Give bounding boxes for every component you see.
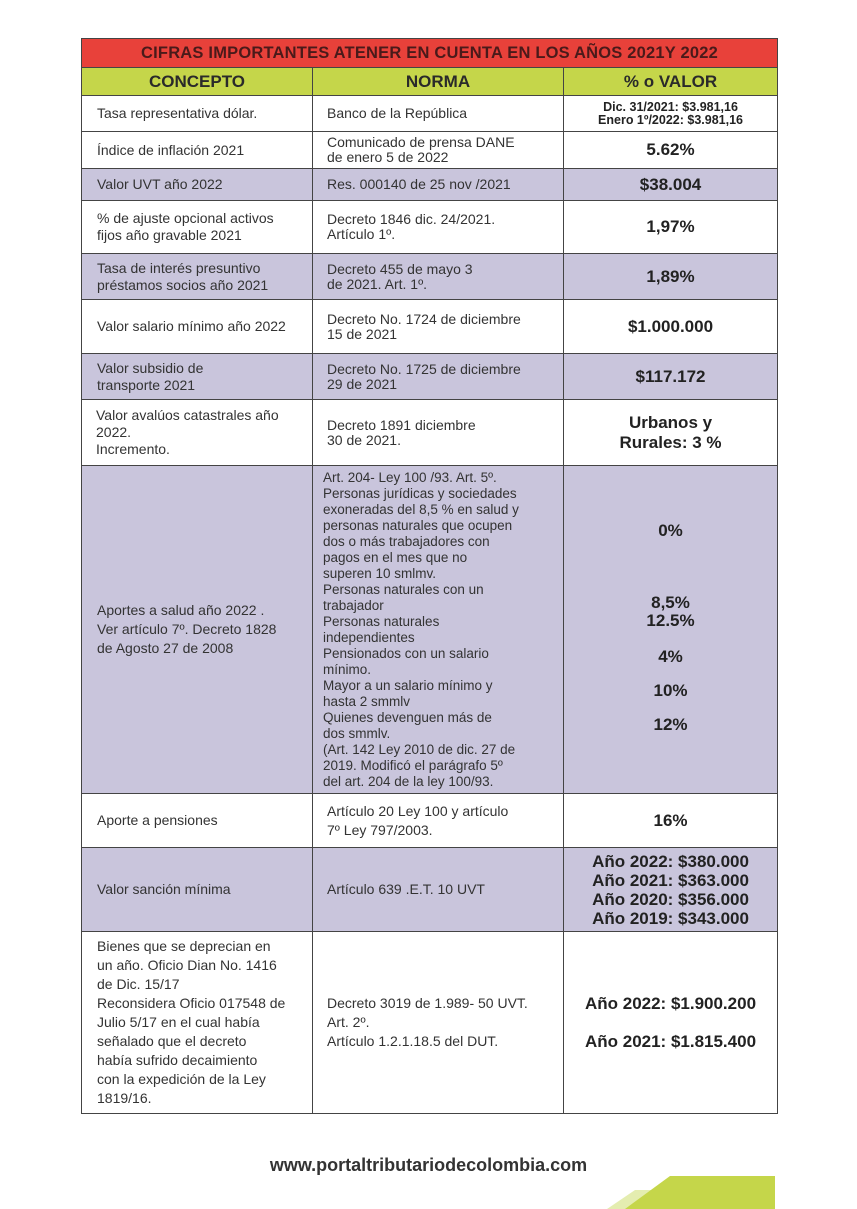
valor-cell: 0% 8,5% 12.5% 4% 10% 12% bbox=[564, 466, 778, 794]
table-row bbox=[82, 254, 778, 300]
norma-cell: Decreto 455 de mayo 3 de 2021. Art. 1º. bbox=[313, 254, 564, 300]
norma-cell: Artículo 20 Ley 100 y artículo 7º Ley 797/2003. bbox=[313, 794, 564, 848]
valor-cell: $1.000.000 bbox=[564, 300, 778, 354]
table-row bbox=[82, 400, 778, 466]
table-row bbox=[82, 848, 778, 932]
valor-cell: 1,97% bbox=[564, 201, 778, 254]
header-concepto: CONCEPTO bbox=[82, 68, 313, 96]
norma-cell: Comunicado de prensa DANE de enero 5 de 2022 bbox=[313, 132, 564, 169]
concepto-cell: Aporte a pensiones bbox=[82, 794, 313, 848]
table-row bbox=[82, 794, 778, 848]
table-title: CIFRAS IMPORTANTES ATENER EN CUENTA EN LOS AÑOS 2021Y 2022 bbox=[82, 39, 778, 68]
concepto-cell: Tasa representativa dólar. bbox=[82, 96, 313, 132]
norma-cell: Decreto 3019 de 1.989- 50 UVT. Art. 2º. Artículo 1.2.1.18.5 del DUT. bbox=[313, 932, 564, 1114]
table-row bbox=[82, 466, 778, 794]
norma-cell: Decreto No. 1725 de diciembre 29 de 2021 bbox=[313, 354, 564, 400]
concepto-cell: Valor avalúos catastrales año 2022. Incremento. bbox=[82, 400, 313, 466]
table-row bbox=[82, 201, 778, 254]
concepto-cell: Índice de inflación 2021 bbox=[82, 132, 313, 169]
concepto-cell: Valor UVT año 2022 bbox=[82, 169, 313, 201]
header-norma: NORMA bbox=[313, 68, 564, 96]
valor-cell: 1,89% bbox=[564, 254, 778, 300]
norma-cell: Artículo 639 .E.T. 10 UVT bbox=[313, 848, 564, 932]
valor-cell: $38.004 bbox=[564, 169, 778, 201]
header-valor: % o VALOR bbox=[564, 68, 778, 96]
valor-cell: Año 2022: $380.000 Año 2021: $363.000 Año 2020: $356.000 Año 2019: $343.000 bbox=[564, 848, 778, 932]
concepto-cell: Valor salario mínimo año 2022 bbox=[82, 300, 313, 354]
norma-cell: Art. 204- Ley 100 /93. Art. 5º. Personas jurídicas y sociedades exoneradas del 8,5 % en salud y personas naturales que ocupen dos o más trabajadores con pagos en el mes que no superen 10 smlmv. Personas naturales con un trabajador Personas naturales independientes Pensionados con un salario mínimo. Mayor a un salario mínimo y hasta 2 smmlv Quienes devenguen más de dos smmlv. (Art. 142 Ley 2010 de dic. 27 de 2019. Modificó el parágrafo 5º del art. 204 de la ley 100/93. bbox=[313, 466, 564, 794]
valor-cell: Urbanos y Rurales: 3 % bbox=[564, 400, 778, 466]
valor-cell: Dic. 31/2021: $3.981,16 Enero 1º/2022: $3.981,16 bbox=[564, 96, 778, 132]
norma-cell: Banco de la República bbox=[313, 96, 564, 132]
valor-cell: Año 2022: $1.900.200 Año 2021: $1.815.400 bbox=[564, 932, 778, 1114]
norma-cell: Res. 000140 de 25 nov /2021 bbox=[313, 169, 564, 201]
concepto-cell: Bienes que se deprecian en un año. Oficio Dian No. 1416 de Dic. 15/17 Reconsidera Oficio 017548 de Julio 5/17 en el cual había señalado que el decreto había sufrido decaimiento con la expedición de la Ley 1819/16. bbox=[82, 932, 313, 1114]
concepto-cell: Valor sanción mínima bbox=[82, 848, 313, 932]
table-row bbox=[82, 354, 778, 400]
table-title-row bbox=[82, 39, 778, 68]
concepto-cell: Tasa de interés presuntivo préstamos socios año 2021 bbox=[82, 254, 313, 300]
valor-cell: 5.62% bbox=[564, 132, 778, 169]
concepto-cell: % de ajuste opcional activos fijos año gravable 2021 bbox=[82, 201, 313, 254]
norma-cell: Decreto 1891 diciembre 30 de 2021. bbox=[313, 400, 564, 466]
table-row bbox=[82, 932, 778, 1114]
table-row bbox=[82, 132, 778, 169]
table-header-row bbox=[82, 68, 778, 96]
concepto-cell: Aportes a salud año 2022 . Ver artículo 7º. Decreto 1828 de Agosto 27 de 2008 bbox=[82, 466, 313, 794]
valor-cell: 16% bbox=[564, 794, 778, 848]
tax-figures-table bbox=[81, 38, 778, 1114]
concepto-cell: Valor subsidio de transporte 2021 bbox=[82, 354, 313, 400]
table-row bbox=[82, 300, 778, 354]
table-row bbox=[82, 169, 778, 201]
norma-cell: Decreto 1846 dic. 24/2021. Artículo 1º. bbox=[313, 201, 564, 254]
valor-cell: $117.172 bbox=[564, 354, 778, 400]
table-row bbox=[82, 96, 778, 132]
footer-website-url[interactable]: www.portaltributariodecolombia.com bbox=[269, 1155, 588, 1175]
norma-cell: Decreto No. 1724 de diciembre 15 de 2021 bbox=[313, 300, 564, 354]
footer-decoration-bar bbox=[625, 1176, 775, 1209]
